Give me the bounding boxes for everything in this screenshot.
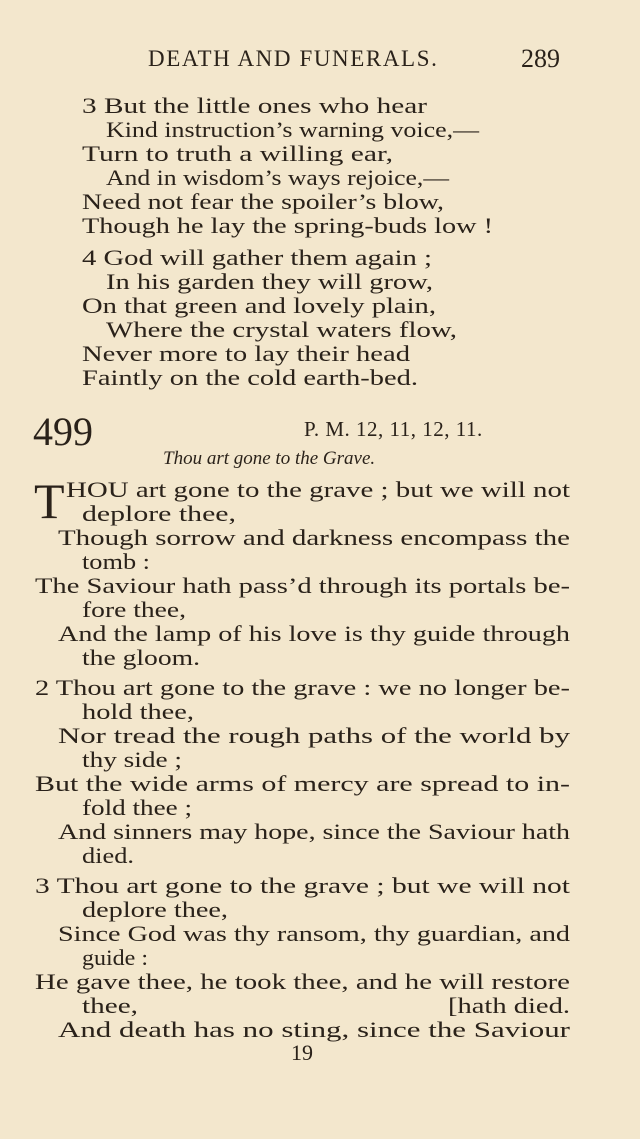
verse-line: tomb : xyxy=(82,549,150,574)
verse-line: HOU art gone to the grave ; but we will not xyxy=(66,477,570,502)
verse-line: Kind instruction’s warning voice,— xyxy=(106,117,479,142)
verse-line: In his garden they will grow, xyxy=(106,269,433,294)
verse-line: Never more to lay their head xyxy=(82,341,410,366)
verse-line: Though sorrow and darkness encompass the xyxy=(58,525,570,550)
verse-line: died. xyxy=(82,843,134,868)
verse-line: And death has no sting, since the Saviour xyxy=(58,1017,570,1042)
verse-line: Since God was thy ransom, thy guardian, and xyxy=(58,921,570,946)
verse-line: Where the crystal waters flow, xyxy=(106,317,457,342)
hymn-meter: P. M. 12, 11, 12, 11. xyxy=(304,417,483,441)
signature-mark: 19 xyxy=(291,1040,313,1065)
verse-line: hold thee, xyxy=(82,699,194,724)
verse-line: deplore thee, xyxy=(82,897,228,922)
verse-line: But the wide arms of mercy are spread to in- xyxy=(35,771,570,796)
drop-cap: T xyxy=(34,473,65,529)
verse-line: Though he lay the spring-buds low ! xyxy=(82,213,493,238)
verse-line: 4 God will gather them again ; xyxy=(82,245,432,270)
hymn-title: Thou art gone to the Grave. xyxy=(163,448,376,469)
verse-line: fold thee ; xyxy=(82,795,192,820)
verse-line: And in wisdom’s ways rejoice,— xyxy=(106,165,449,190)
verse-line: Need not fear the spoiler’s blow, xyxy=(82,189,445,214)
verse-line: 2 Thou art gone to the grave : we no longer be- xyxy=(35,675,570,700)
verse-line: guide : xyxy=(82,945,148,970)
verse-line-turnover: [hath died. xyxy=(448,993,570,1018)
verse-line: deplore thee, xyxy=(82,501,236,526)
verse-line: fore thee, xyxy=(82,597,186,622)
running-head: DEATH AND FUNERALS. xyxy=(148,46,439,71)
page-number: 289 xyxy=(521,44,560,73)
verse-line: 3 But the little ones who hear xyxy=(82,93,427,118)
verse-line: Turn to truth a willing ear, xyxy=(82,141,393,166)
verse-line: Nor tread the rough paths of the world by xyxy=(58,723,570,748)
verse-line: And the lamp of his love is thy guide through xyxy=(58,621,570,646)
verse-line: The Saviour hath pass’d through its portals be- xyxy=(35,573,570,598)
verse-line: Faintly on the cold earth-bed. xyxy=(82,365,418,390)
verse-line: thy side ; xyxy=(82,747,182,772)
hymn-number: 499 xyxy=(33,409,93,454)
verse-line: the gloom. xyxy=(82,645,200,670)
verse-line: And sinners may hope, since the Saviour hath xyxy=(58,819,570,844)
verse-line: thee, xyxy=(82,993,138,1018)
verse-line: 3 Thou art gone to the grave ; but we will not xyxy=(35,873,570,898)
verse-line: On that green and lovely plain, xyxy=(82,293,436,318)
verse-line: He gave thee, he took thee, and he will restore xyxy=(35,969,570,994)
